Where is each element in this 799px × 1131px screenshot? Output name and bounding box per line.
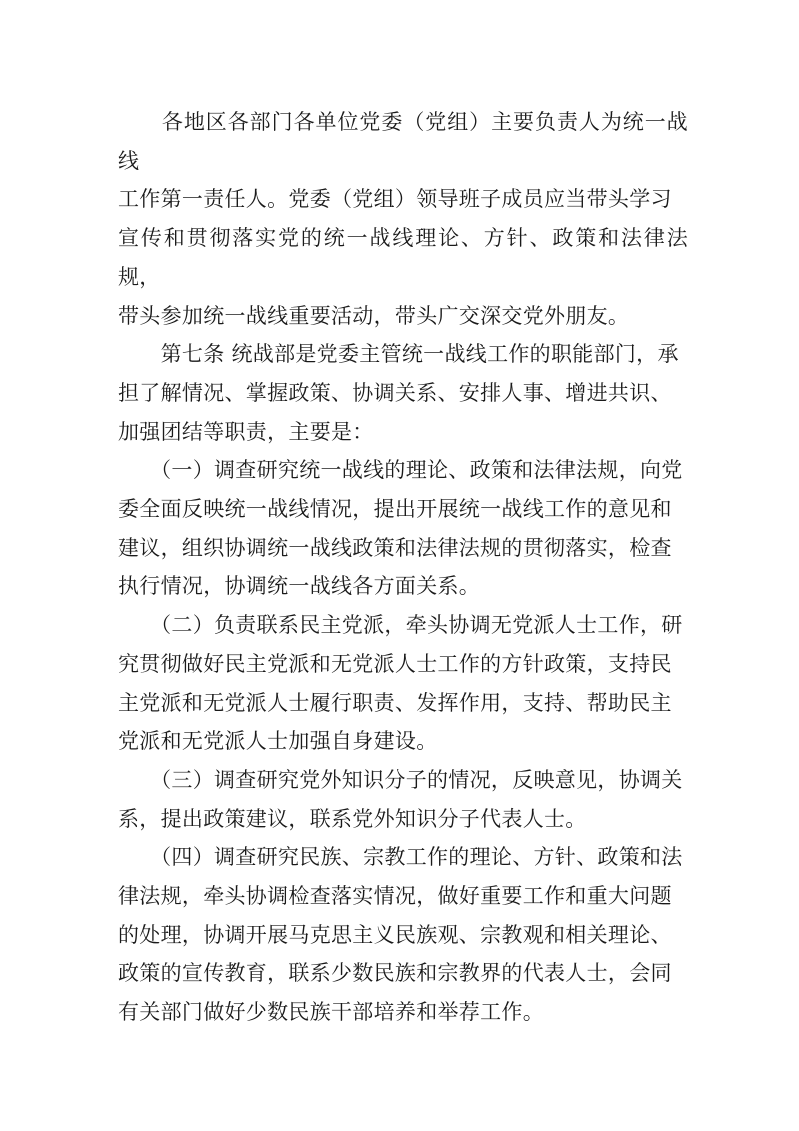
paragraph-item-four: （四）调查研究民族、宗教工作的理论、方针、政策和法 律法规，牵头协调检查落实情况，做好重要工作和重大问题 的处理，协调开展马克思主义民族观、宗教观和相关理论、 政策的宣传教育，联系少数民族和宗教界的代表人士，会同 有关部门做好少数民族干部培养和举荐工作。 [118, 845, 683, 1025]
paragraph-item-one: （一）调查研究统一战线的理论、政策和法律法规，向党 委全面反映统一战线情况，提出开展统一战线工作的意见和 建议，组织协调统一战线政策和法律法规的贯彻落实，检查 执行情况，协调统一战线各方面关系。 [118, 458, 683, 599]
paragraph-responsibility: 各地区各部门各单位党委（党组）主要负责人为统一战线 工作第一责任人。党委（党组）领导班子成员应当带头学习 宣传和贯彻落实党的统一战线理论、方针、政策和法律法规， 带头参加统一战线重要活动，带头广交深交党外朋友。 [118, 110, 688, 328]
paragraph-item-three: （三）调查研究党外知识分子的情况，反映意见，协调关 系，提出政策建议，联系党外知识分子代表人士。 [118, 767, 683, 831]
document-body [118, 103, 688, 1032]
paragraph-item-two: （二）负责联系民主党派，牵头协调无党派人士工作，研 究贯彻做好民主党派和无党派人士工作的方针政策，支持民 主党派和无党派人士履行职责、发挥作用，支持、帮助民主 党派和无党派人士加强自身建设。 [118, 613, 683, 754]
paragraph-article-seven: 第七条 统战部是党委主管统一战线工作的职能部门，承 担了解情况、掌握政策、协调关系、安排人事、增进共识、 加强团结等职责，主要是： [118, 342, 679, 444]
